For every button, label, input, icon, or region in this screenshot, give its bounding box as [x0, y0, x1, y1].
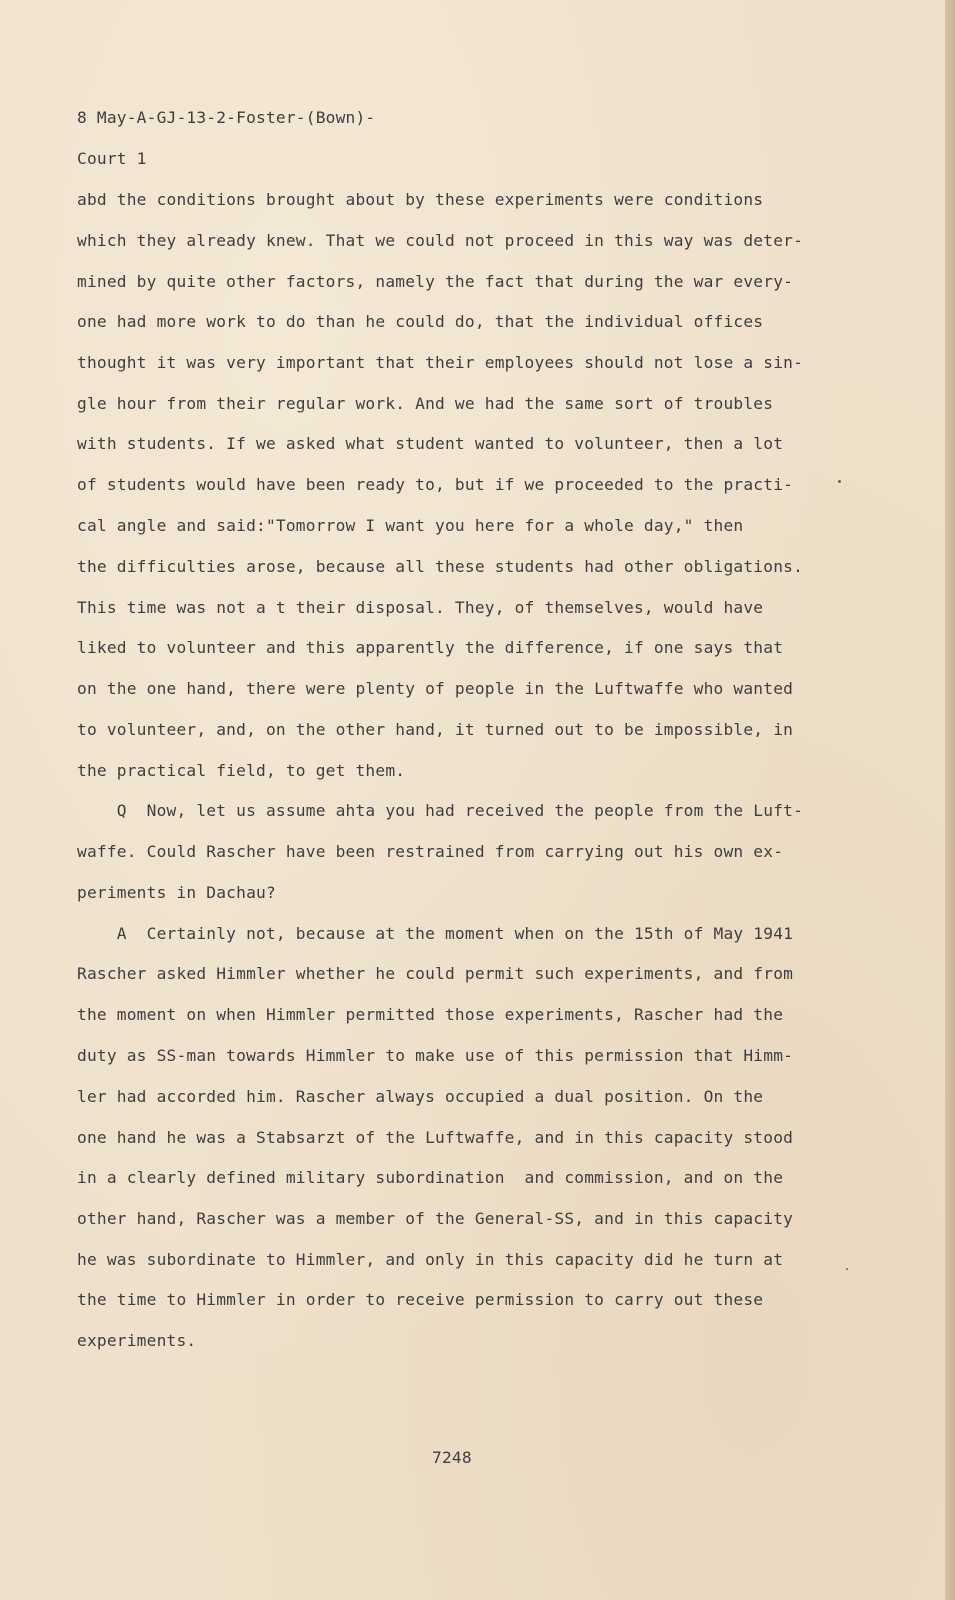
- body-line: the moment on when Himmler permitted those experiments, Rascher had the: [77, 1005, 784, 1024]
- body-line: one had more work to do than he could do, that the individual offices: [77, 312, 764, 331]
- body-line: liked to volunteer and this apparently the difference, if one says that: [77, 638, 784, 657]
- page-number: 7248: [432, 1448, 472, 1467]
- body-line: experiments.: [77, 1331, 197, 1350]
- body-line: waffe. Could Rascher have been restrained from carrying out his own ex-: [77, 842, 784, 861]
- body-line: duty as SS-man towards Himmler to make use of this permission that Himm-: [77, 1046, 794, 1065]
- body-line: mined by quite other factors, namely the fact that during the war every-: [77, 272, 794, 291]
- body-line: one hand he was a Stabsarzt of the Luftwaffe, and in this capacity stood: [77, 1128, 794, 1147]
- body-line: abd the conditions brought about by these experiments were conditions: [77, 190, 764, 209]
- court-label: Court 1: [77, 149, 147, 168]
- body-line: of students would have been ready to, but if we proceeded to the practi-: [77, 475, 794, 494]
- body-line: ler had accorded him. Rascher always occupied a dual position. On the: [77, 1087, 764, 1106]
- body-line: gle hour from their regular work. And we had the same sort of troubles: [77, 394, 774, 413]
- body-line: cal angle and said:"Tomorrow I want you here for a whole day," then: [77, 516, 744, 535]
- header-slug: 8 May-A-GJ-13-2-Foster-(Bown)-: [77, 108, 376, 127]
- body-line: A Certainly not, because at the moment when on the 15th of May 1941: [77, 924, 794, 943]
- body-line: other hand, Rascher was a member of the General-SS, and in this capacity: [77, 1209, 794, 1228]
- body-line: on the one hand, there were plenty of people in the Luftwaffe who wanted: [77, 679, 794, 698]
- paper-speck: [846, 1268, 848, 1270]
- body-line: Rascher asked Himmler whether he could permit such experiments, and from: [77, 964, 794, 983]
- body-line: he was subordinate to Himmler, and only in this capacity did he turn at: [77, 1250, 784, 1269]
- body-line: to volunteer, and, on the other hand, it turned out to be impossible, in: [77, 720, 794, 739]
- body-line: with students. If we asked what student wanted to volunteer, then a lot: [77, 434, 784, 453]
- body-line: Q Now, let us assume ahta you had received the people from the Luft-: [77, 801, 804, 820]
- body-line: in a clearly defined military subordination and commission, and on the: [77, 1168, 784, 1187]
- body-line: the practical field, to get them.: [77, 761, 406, 780]
- body-line: thought it was very important that their employees should not lose a sin-: [77, 353, 804, 372]
- body-line: the time to Himmler in order to receive permission to carry out these: [77, 1290, 764, 1309]
- paper-edge: [945, 0, 955, 1600]
- body-line: periments in Dachau?: [77, 883, 276, 902]
- paper-speck: [838, 480, 841, 483]
- body-line: the difficulties arose, because all these students had other obligations.: [77, 557, 804, 576]
- body-line: This time was not a t their disposal. They, of themselves, would have: [77, 598, 764, 617]
- body-line: which they already knew. That we could not proceed in this way was deter-: [77, 231, 804, 250]
